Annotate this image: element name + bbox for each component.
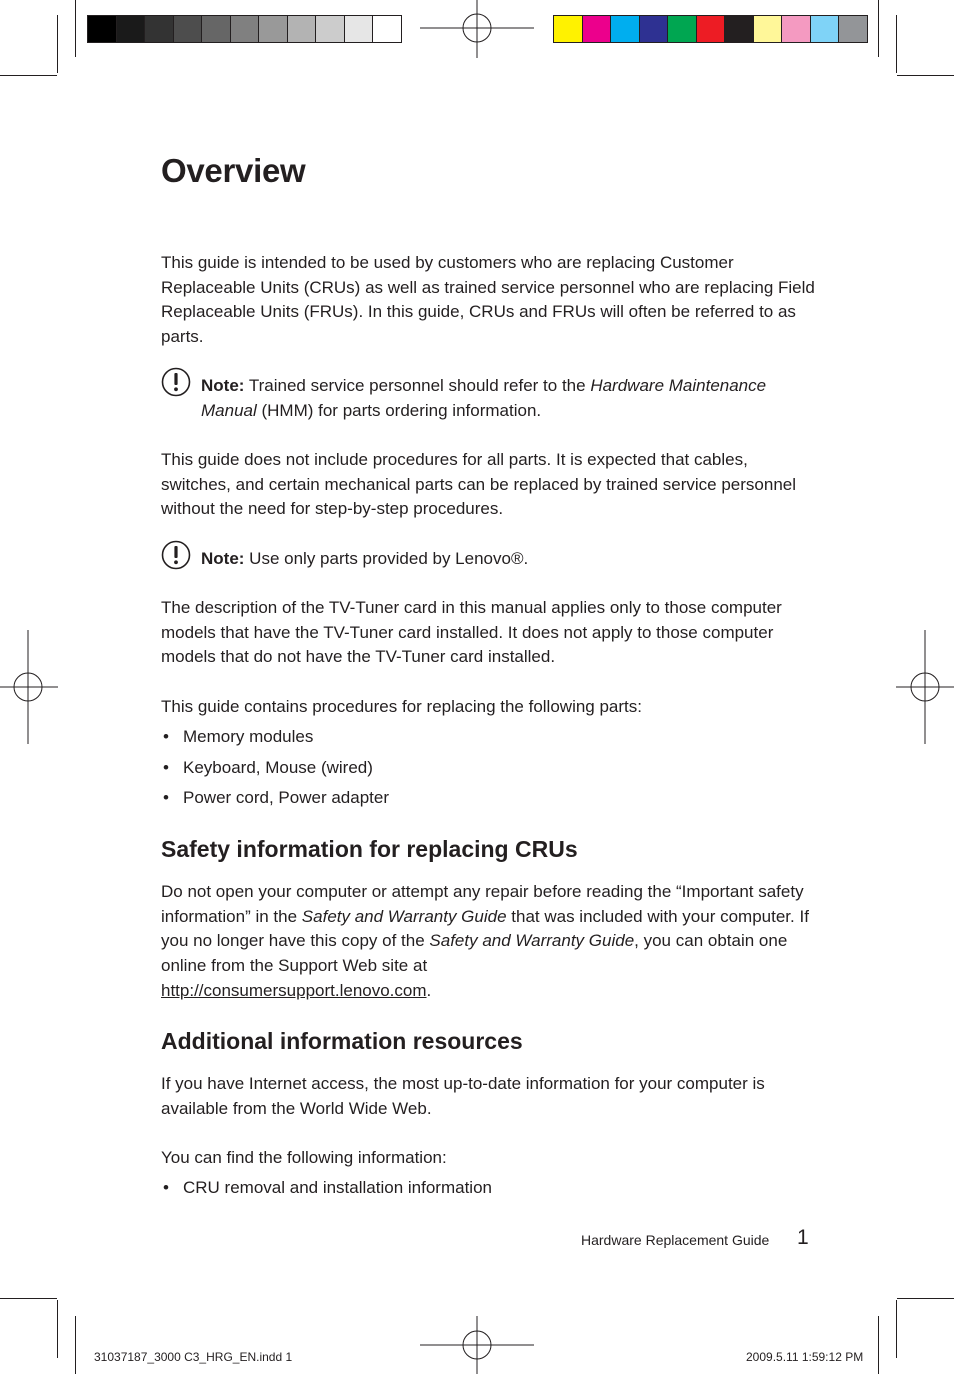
color-swatch bbox=[724, 15, 754, 43]
gray-swatch bbox=[344, 15, 374, 43]
color-swatch bbox=[667, 15, 697, 43]
exclamation-icon bbox=[161, 367, 191, 397]
safety-guide-title: Safety and Warranty Guide bbox=[429, 931, 635, 951]
registration-mark-left bbox=[0, 630, 60, 744]
tv-tuner-paragraph: The description of the TV-Tuner card in this manual applies only to those computer models that have the TV-Tuner card installed. It does not apply to those computer models that do not have the TV-Tuner card installed. bbox=[161, 598, 782, 667]
gray-swatch bbox=[372, 15, 402, 43]
crop-mark bbox=[0, 1298, 57, 1299]
crop-mark bbox=[57, 1300, 58, 1358]
footer-guide-title: Hardware Replacement Guide bbox=[581, 1232, 770, 1248]
support-link[interactable]: http://consumersupport.lenovo.com bbox=[161, 980, 427, 1000]
gray-swatch bbox=[230, 15, 260, 43]
crop-mark bbox=[878, 0, 879, 57]
slug-datetime: 2009.5.11 1:59:12 PM bbox=[746, 1350, 864, 1364]
registration-mark-bottom bbox=[420, 1316, 534, 1374]
list-item-text: Memory modules bbox=[183, 727, 314, 746]
resources-heading: Additional information resources bbox=[161, 1028, 523, 1054]
list-item-text: CRU removal and installation information bbox=[183, 1178, 492, 1197]
intro-paragraph: This guide is intended to be used by customers who are replacing Customer Replaceable Units (CRUs) as well as trained service personnel who are replacing Field Replaceable Units (FRUs). In this guide, CRUs and FRUs will often be referred to as parts. bbox=[161, 253, 815, 347]
list-item-text: Keyboard, Mouse (wired) bbox=[183, 758, 373, 777]
crop-mark bbox=[75, 1316, 76, 1374]
safety-text: Do not open your computer or attempt any repair before reading the “Important safety information” in the bbox=[161, 882, 804, 926]
note-text-before: Trained service personnel should refer to the bbox=[244, 376, 591, 395]
safety-guide-title: Safety and Warranty Guide bbox=[301, 906, 507, 926]
color-swatch bbox=[639, 15, 669, 43]
note-lenovo-parts bbox=[161, 547, 821, 573]
note-hmm bbox=[161, 374, 821, 424]
note-label: Note: bbox=[201, 549, 245, 568]
note-text bbox=[201, 547, 821, 572]
note-text-after: (HMM) for parts ordering information. bbox=[256, 400, 542, 420]
color-swatch bbox=[553, 15, 583, 43]
resources-paragraph: If you have Internet access, the most up-to-date information for your computer is available from the World Wide Web. bbox=[161, 1074, 765, 1118]
crop-mark bbox=[896, 15, 897, 73]
exclamation-icon bbox=[161, 540, 191, 570]
color-swatch bbox=[781, 15, 811, 43]
scope-paragraph: This guide does not include procedures for all parts. It is expected that cables, switches, and certain mechanical parts can be replaced by trained service personnel without the need for step-by-step procedures. bbox=[161, 450, 797, 519]
safety-paragraph bbox=[161, 880, 821, 1004]
crop-mark bbox=[896, 1300, 897, 1358]
gray-swatch bbox=[116, 15, 146, 43]
page-title: Overview bbox=[161, 152, 306, 189]
registration-mark-top bbox=[420, 0, 534, 60]
gray-swatch bbox=[173, 15, 203, 43]
crop-mark bbox=[897, 1298, 954, 1299]
resources-list-intro: You can find the following information: bbox=[161, 1148, 447, 1167]
gray-swatch bbox=[144, 15, 174, 43]
safety-end: . bbox=[426, 980, 432, 1000]
crop-mark bbox=[878, 1316, 879, 1374]
bullet-glyph: • bbox=[163, 1178, 169, 1197]
gray-swatch bbox=[87, 15, 117, 43]
color-swatch bbox=[610, 15, 640, 43]
note-label: Note: bbox=[201, 376, 245, 395]
bullet-glyph: • bbox=[163, 788, 169, 807]
crop-mark bbox=[897, 75, 954, 76]
note-text bbox=[201, 374, 821, 423]
color-swatch bbox=[753, 15, 783, 43]
gray-swatch bbox=[258, 15, 288, 43]
note-body: Use only parts provided by Lenovo®. bbox=[244, 549, 529, 568]
safety-text: that was included with your computer. If you no longer have this copy of the bbox=[161, 906, 809, 951]
gray-swatch bbox=[315, 15, 345, 43]
bullet-glyph: • bbox=[163, 727, 169, 746]
hmm-title: Hardware Maintenance Manual bbox=[201, 376, 767, 420]
crop-mark bbox=[75, 0, 76, 57]
color-swatch bbox=[810, 15, 840, 43]
gray-swatch bbox=[201, 15, 231, 43]
page-number: 1 bbox=[797, 1226, 809, 1249]
color-swatch bbox=[838, 15, 868, 43]
safety-heading: Safety information for replacing CRUs bbox=[161, 836, 578, 862]
color-swatch bbox=[582, 15, 612, 43]
crop-mark bbox=[0, 75, 57, 76]
slug-filename: 31037187_3000 C3_HRG_EN.indd 1 bbox=[94, 1350, 293, 1364]
list-item-text: Power cord, Power adapter bbox=[183, 788, 389, 807]
gray-swatch bbox=[287, 15, 317, 43]
color-swatch bbox=[696, 15, 726, 43]
bullet-glyph: • bbox=[163, 758, 169, 777]
registration-mark-right bbox=[896, 630, 954, 744]
parts-intro: This guide contains procedures for replacing the following parts: bbox=[161, 697, 642, 716]
safety-text: , you can obtain one online from the Support Web site at bbox=[161, 931, 788, 976]
crop-mark bbox=[57, 15, 58, 73]
